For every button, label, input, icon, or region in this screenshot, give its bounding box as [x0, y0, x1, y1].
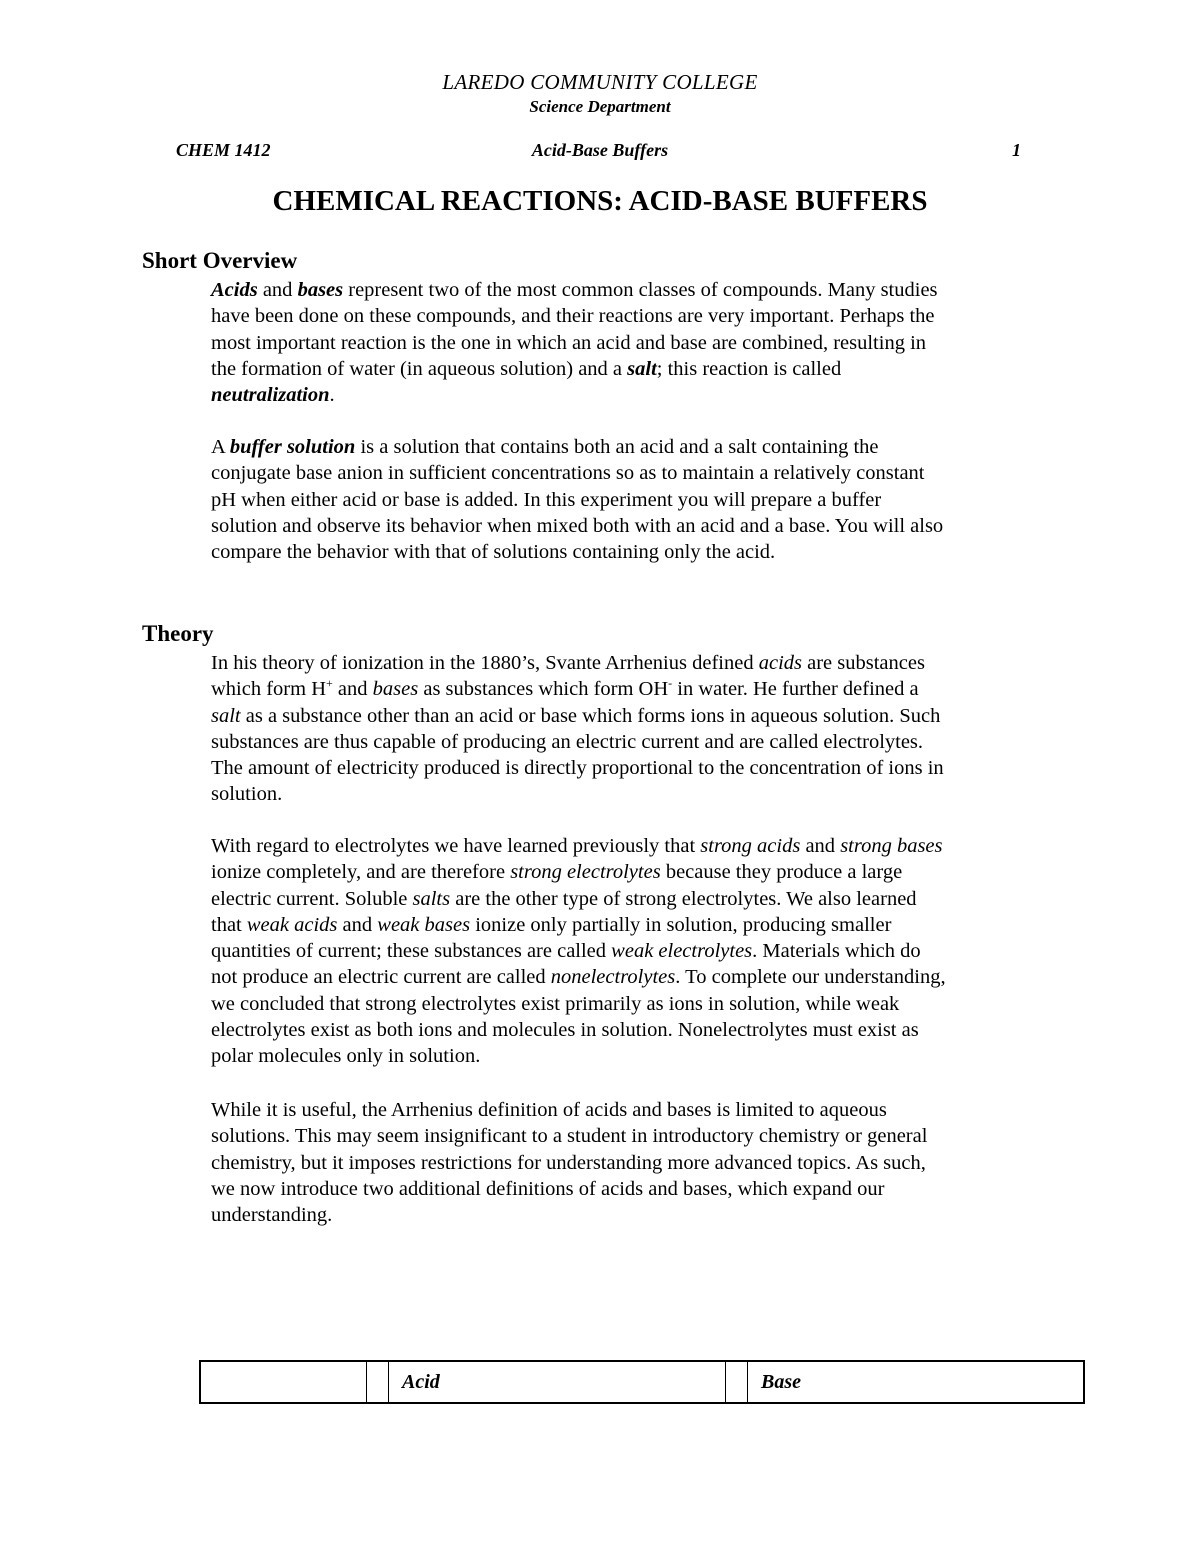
text-span: in water. He further defined a — [672, 678, 919, 701]
text-line: While it is useful, the Arrhenius definition of acids and bases is limited to aqueous — [211, 1099, 887, 1121]
text-span: In his theory of ionization in the 1880’s, Svante Arrhenius defined — [211, 652, 759, 674]
theory-paragraph-1 — [211, 650, 1071, 808]
text-line — [211, 676, 1071, 702]
text-span: the formation of water (in aqueous solution) and a — [211, 357, 628, 380]
term-salt: salt — [211, 704, 241, 727]
term-strong-acids: strong acids — [700, 835, 801, 857]
text-line — [211, 277, 1071, 303]
text-span: . Materials which do — [752, 940, 921, 963]
text-span: ionize completely, and are therefore — [211, 861, 511, 884]
term-weak-acids: weak acids — [246, 913, 338, 936]
text-line: most important reaction is the one in which an acid and base are combined, resulting in — [211, 331, 927, 354]
term-nonelectrolytes: nonelectrolytes — [550, 966, 676, 989]
text-line: substances are thus capable of producing an electric current and are called electrolytes. — [211, 730, 924, 753]
text-line: solution. — [211, 783, 283, 806]
text-span: are substances — [802, 652, 925, 674]
term-acids: Acids — [211, 279, 258, 301]
text-span: and — [332, 678, 373, 701]
department-name: Science Department — [529, 97, 671, 116]
running-topic: Acid-Base Buffers — [531, 140, 669, 160]
table-header-base: Base — [761, 1371, 801, 1393]
term-weak-electrolytes: weak electrolytes — [611, 940, 753, 963]
text-span: . — [329, 384, 335, 407]
text-line: solutions. This may seem insignificant to a student in introductory chemistry or general — [211, 1125, 928, 1148]
text-span: quantities of current; these substances are called — [211, 940, 612, 963]
term-bases: bases — [297, 279, 344, 301]
text-line — [211, 703, 1071, 729]
text-line — [211, 964, 1071, 990]
page-number: 1 — [1012, 140, 1021, 160]
text-line: compare the behavior with that of solutions containing only the acid. — [211, 541, 776, 564]
text-span: and — [800, 835, 841, 857]
overview-paragraph-2 — [211, 434, 1071, 565]
text-span: not produce an electric current are called — [211, 966, 551, 989]
text-span: because they produce a large — [660, 861, 903, 884]
text-line: have been done on these compounds, and their reactions are very important. Perhaps the — [211, 305, 935, 328]
text-span: electric current. Soluble — [211, 887, 413, 910]
text-span: and — [257, 279, 298, 301]
college-name: LAREDO COMMUNITY COLLEGE — [442, 70, 758, 94]
text-line — [211, 912, 1071, 938]
text-line: understanding. — [211, 1204, 333, 1227]
text-span: . To complete our understanding, — [675, 966, 946, 989]
text-line: we now introduce two additional definitions of acids and bases, which expand our — [211, 1177, 885, 1200]
acid-base-table — [199, 1360, 1085, 1404]
term-salt: salt — [627, 357, 657, 380]
theory-paragraph-2 — [211, 833, 1071, 1070]
text-span: as substances which form OH — [418, 678, 669, 701]
text-line — [211, 938, 1071, 964]
text-line — [211, 859, 1071, 885]
text-span: ; this reaction is called — [656, 357, 842, 380]
text-span: is a solution that contains both an acid and a salt containing the — [355, 436, 879, 458]
text-span: A — [211, 436, 230, 458]
text-line — [211, 833, 1071, 859]
text-span: which form H — [211, 678, 327, 701]
text-span: represent two of the most common classes of compounds. Many studies — [343, 279, 938, 301]
table-divider — [388, 1362, 389, 1402]
course-code: CHEM 1412 — [176, 140, 271, 160]
superscript-plus: + — [326, 676, 333, 691]
term-buffer-solution: buffer solution — [229, 436, 356, 458]
table-divider — [366, 1362, 367, 1402]
text-line: we concluded that strong electrolytes exist primarily as ions in solution, while weak — [211, 992, 900, 1015]
term-salts: salts — [412, 887, 451, 910]
text-line: solution and observe its behavior when mixed both with an acid and a base. You will also — [211, 514, 944, 537]
text-line: The amount of electricity produced is directly proportional to the concentration of ions in — [211, 757, 944, 780]
term-bases: bases — [372, 678, 419, 701]
text-line — [211, 650, 1071, 676]
term-acids: acids — [758, 652, 802, 674]
table-divider — [747, 1362, 748, 1402]
text-line: pH when either acid or base is added. In this experiment you will prepare a buffer — [211, 488, 882, 511]
theory-paragraph-3 — [211, 1097, 1071, 1228]
table-divider — [725, 1362, 726, 1402]
text-line: chemistry, but it imposes restrictions for understanding more advanced topics. As such, — [211, 1151, 926, 1174]
table-header-acid: Acid — [402, 1371, 440, 1393]
text-span: ionize only partially in solution, producing smaller — [470, 913, 892, 936]
text-span: With regard to electrolytes we have learned previously that — [211, 835, 701, 857]
theory-heading: Theory — [142, 621, 214, 646]
text-line — [211, 434, 1071, 460]
text-span: that — [211, 913, 247, 936]
term-strong-bases: strong bases — [840, 835, 943, 857]
superscript-minus: - — [668, 676, 673, 691]
text-span: are the other type of strong electrolytes. We also learned — [450, 887, 917, 910]
text-span: and — [337, 913, 378, 936]
overview-paragraph-1 — [211, 277, 1071, 408]
text-line: conjugate base anion in sufficient concentrations so as to maintain a relatively constant — [211, 462, 925, 485]
text-span: as a substance other than an acid or base which forms ions in aqueous solution. Such — [240, 704, 941, 727]
term-weak-bases: weak bases — [377, 913, 471, 936]
text-line — [211, 356, 1071, 382]
text-line — [211, 886, 1071, 912]
term-neutralization: neutralization — [211, 384, 330, 407]
text-line: polar molecules only in solution. — [211, 1045, 481, 1068]
document-title: CHEMICAL REACTIONS: ACID-BASE BUFFERS — [272, 185, 928, 217]
overview-heading: Short Overview — [142, 248, 298, 273]
term-strong-electrolytes: strong electrolytes — [510, 861, 661, 884]
text-line — [211, 382, 1071, 408]
text-line: electrolytes exist as both ions and molecules in solution. Nonelectrolytes must exist as — [211, 1019, 919, 1042]
